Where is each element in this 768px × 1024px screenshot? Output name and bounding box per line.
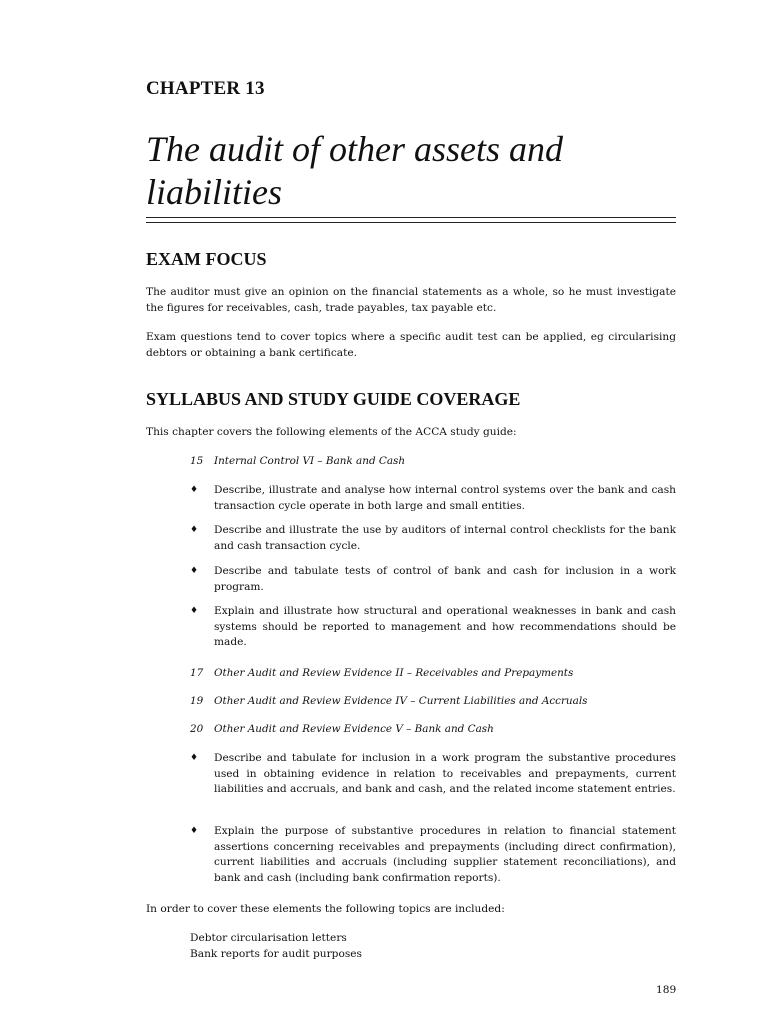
list-item-text: Describe and tabulate for inclusion in a work program the substantive procedures used in obtaining evidence in relation to receivables and prepayments, current liabilities and accruals, and bank and cash, and the related income statement entries. (214, 752, 676, 796)
topics-intro: In order to cover these elements the following topics are included: (146, 903, 505, 915)
study-guide-number: 15 (190, 455, 204, 467)
page-number: 189 (656, 984, 677, 996)
study-guide-number: 20 (190, 723, 204, 735)
chapter-title-line-2: liabilities (146, 172, 283, 212)
study-guide-text: Other Audit and Review Evidence IV – Current Liabilities and Accruals (214, 695, 588, 707)
list-item (190, 564, 676, 595)
study-guide-number: 19 (190, 695, 204, 707)
study-guide-number: 17 (190, 667, 204, 679)
list-item (190, 751, 676, 798)
study-guide-text: Internal Control VI – Bank and Cash (214, 455, 406, 467)
diamond-bullet-icon: ♦ (190, 826, 199, 836)
diamond-bullet-icon: ♦ (190, 606, 199, 616)
syllabus-heading: SYLLABUS AND STUDY GUIDE COVERAGE (146, 389, 521, 409)
chapter-label: CHAPTER 13 (146, 78, 265, 99)
diamond-bullet-icon: ♦ (190, 566, 199, 576)
list-item (190, 824, 676, 886)
study-guide-item-15 (190, 453, 676, 469)
diamond-bullet-icon: ♦ (190, 753, 199, 763)
list-item-text: Describe and illustrate the use by auditors of internal control checklists for the bank and cash transaction cycle. (214, 524, 676, 552)
list-item (190, 523, 676, 554)
exam-focus-paragraph-2: Exam questions tend to cover topics where a specific audit test can be applied, eg circularising debtors or obtaining a bank certificate. (146, 331, 676, 359)
diamond-bullet-icon: ♦ (190, 525, 199, 535)
diamond-bullet-icon: ♦ (190, 485, 199, 495)
title-rule (146, 217, 676, 223)
list-item-text: Describe, illustrate and analyse how internal control systems over the bank and cash transaction cycle operate in both large and small entities. (214, 484, 676, 512)
chapter-title (146, 128, 676, 214)
topic-item: Debtor circularisation letters (190, 932, 347, 944)
list-item (190, 483, 676, 514)
list-item-text: Explain and illustrate how structural and operational weaknesses in bank and cash systems should be reported to management and how recommendations should be made. (214, 605, 676, 649)
study-guide-item-17 (190, 665, 676, 681)
topic-item: Bank reports for audit purposes (190, 948, 362, 960)
list-item-text: Explain the purpose of substantive procedures in relation to financial statement assertions concerning receivables and prepayments (including direct confirmation), current liabilities and accruals (including supplier statement reconciliations), and bank and cash (including bank confirmation reports). (214, 825, 676, 884)
exam-focus-paragraph-1: The auditor must give an opinion on the financial statements as a whole, so he must investigate the figures for receivables, cash, trade payables, tax payable etc. (146, 286, 676, 314)
list-item-text: Describe and tabulate tests of control of bank and cash for inclusion in a work program. (214, 565, 676, 593)
syllabus-intro: This chapter covers the following elements of the ACCA study guide: (146, 426, 517, 438)
study-guide-item-19 (190, 693, 676, 709)
study-guide-text: Other Audit and Review Evidence II – Receivables and Prepayments (214, 667, 574, 679)
chapter-title-line-1: The audit of other assets and (146, 129, 564, 169)
study-guide-text: Other Audit and Review Evidence V – Bank and Cash (214, 723, 494, 735)
exam-focus-heading: EXAM FOCUS (146, 249, 267, 269)
study-guide-item-20 (190, 721, 676, 737)
list-item (190, 604, 676, 651)
